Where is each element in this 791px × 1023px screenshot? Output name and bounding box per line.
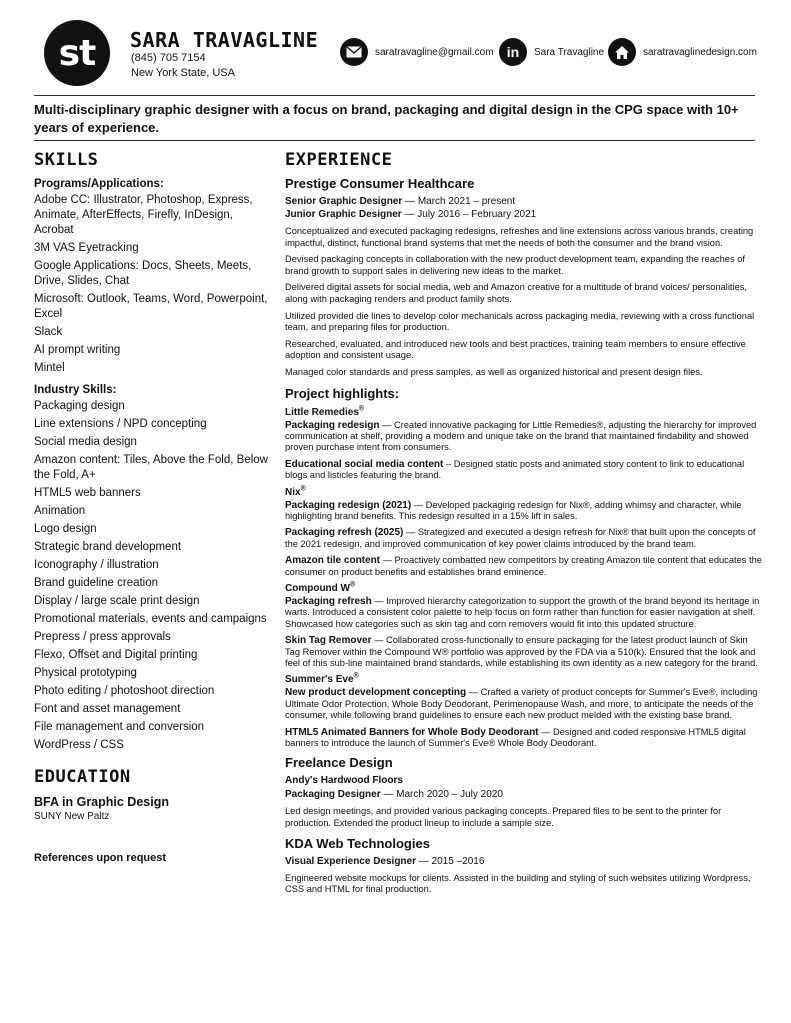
programs-list	[34, 193, 274, 376]
project-entry: Skin Tag Remover — Collaborated cross-functionally to ensure packaging for the latest product launch of Skin Tag Remover within the Compound W® portfolio was approved by the FDA via a 510(k). Ensured that the look and feel of this sub-line maintained brand standards, while establishing its own identity as a new category for the brand.	[285, 635, 758, 669]
list-item: HTML5 web banners	[34, 487, 141, 499]
client-name: Andy's Hardwood Floors	[285, 775, 403, 787]
project-entry: Packaging refresh — Improved hierarchy categorization to support the growth of the brand beyond its heritage in warts. Introduced a consistent color palette to help focus on form rather than function for easier navigation at shelf. Showcased how categories such as skin tag and corn removers would fit into this updated structure.	[285, 596, 760, 629]
role: Junior Graphic Designer — July 2016 – February 2021	[285, 209, 537, 220]
list-item: WordPress / CSS	[34, 739, 124, 751]
role: Packaging Designer — March 2020 – July 2020	[285, 789, 503, 801]
list-item: Animation	[34, 505, 86, 517]
email-contact[interactable]	[340, 38, 494, 66]
role: Senior Graphic Designer — March 2021 – present	[285, 196, 516, 207]
project-entry: Packaging redesign (2021) — Developed packaging redesign for Nix®, adding whimsy and character, while highlighting brand benefits. This redesign resulted in a 15% lift in sales.	[285, 499, 742, 521]
list-item: Iconography / illustration	[34, 559, 159, 571]
school: SUNY New Paltz	[34, 811, 110, 822]
description: Conceptualized and executed packaging redesigns, refreshes and line extensions across various brands, creating impactful, distinct, functional brand systems that met the needs of both the consumer and the brand vision.	[285, 226, 754, 248]
company-name: Prestige Consumer Healthcare	[285, 176, 475, 191]
description: Researched, evaluated, and introduced new tools and best practices, training team members to ensure effective adoption and consistent usage.	[285, 338, 746, 361]
industry-title: Industry Skills:	[34, 384, 117, 396]
list-item: File management and conversion	[34, 721, 205, 733]
description: Delivered digital assets for social media, web and Amazon creative for a multitude of brand voices/ personalities, along with packaging renders and product family shots.	[285, 282, 747, 304]
list-item: Font and asset management	[34, 703, 181, 715]
industry-list	[34, 399, 274, 753]
role: Visual Experience Designer — 2015 –2016	[285, 855, 485, 867]
education-title: EDUCATION	[34, 767, 131, 787]
list-item: Photo editing / photoshoot direction	[34, 685, 215, 697]
description: Managed color standards and press samples, as well as organized historical and present design files.	[285, 366, 703, 377]
list-item: Line extensions / NPD concepting	[34, 418, 207, 430]
list-item: Microsoft: Outlook, Teams, Word, Powerpoint, Excel	[34, 293, 268, 320]
linkedin-text: Sara Travagline	[534, 46, 605, 58]
website-text: saratravaglinedesign.com	[643, 46, 757, 58]
references-note: References upon request	[34, 852, 167, 864]
description: Led design meetings, and provided various packaging concepts. Prepared files to be sent to the printer for production. Extended the product lineup to include a sample size.	[285, 806, 722, 829]
right-column	[285, 150, 765, 896]
list-item: Promotional materials, events and campaigns	[34, 613, 267, 625]
email-text: saratravagline@gmail.com	[375, 46, 494, 58]
list-item: Brand guideline creation	[34, 577, 159, 589]
list-item: Mintel	[34, 362, 65, 374]
home-icon	[608, 38, 636, 66]
list-item: Slack	[34, 326, 63, 338]
description: Utilized provided die lines to develop color mechanicals across packaging media, reviewing with a cross functional team, and preparing files for production.	[285, 310, 755, 333]
degree: BFA in Graphic Design	[34, 795, 169, 809]
list-item: Social media design	[34, 436, 137, 448]
project-entry: Packaging refresh (2025) — Strategized and executed a design refresh for Nix® that built upon the concepts of the 2021 redesign, and improved communication of key power claims introduced by the brand team.	[285, 527, 756, 549]
name: SARA TRAVAGLINE	[130, 28, 319, 52]
company-name: Freelance Design	[285, 755, 393, 771]
brand-name: Compound W®	[285, 581, 356, 594]
website-contact[interactable]	[608, 38, 757, 66]
project-entry: HTML5 Animated Banners for Whole Body Deodorant — Designed and coded responsive HTML5 digital banners to introduce the launch of Summer's Eve® Whole Body Deodorant.	[285, 726, 746, 749]
brand-name: Little Remedies®	[285, 405, 365, 418]
project-entry: Packaging redesign — Created innovative packaging for Little Remedies®, adjusting the hierarchy for improved communication at shelf, providing a modern and unique take on the brand that maintained findability and showed proven purchase intent from consumers.	[285, 419, 757, 453]
list-item: Amazon content: Tiles, Above the Fold, Below the Fold, A+	[34, 454, 268, 481]
list-item: 3M VAS Eyetracking	[34, 242, 139, 254]
summary: Multi-disciplinary graphic designer with a focus on brand, packaging and digital design in the CPG space with 10+ years of experience.	[34, 102, 739, 135]
description: Engineered website mockups for clients. Assisted in the building and styling of such websites utilizing Wordpress, CSS and HTML for final production.	[285, 872, 751, 895]
list-item: AI prompt writing	[34, 344, 121, 356]
list-item: Prepress / press approvals	[34, 631, 171, 643]
brand-name: Summer's Eve®	[285, 673, 359, 686]
highlights-title: Project highlights:	[285, 385, 400, 401]
description: Devised packaging concepts in collaboration with the new product development team, expanding the reaches of brand growth to support sales in delivering new ideas to the market.	[285, 254, 745, 276]
brand-name: Nix®	[285, 485, 306, 498]
project-entry: Amazon tile content — Proactively combatted new competitors by creating Amazon tile content that educates the consumer on product benefits and establishes brand eminence.	[285, 555, 762, 577]
project-entry: New product development concepting — Crafted a variety of product concepts for Summer's Eve®, including Ultimate Odor Protection, Whole Body Deodorant, Perimenopause Wash, and more, to anticipate the needs of the consumer, while following brand guidelines to ensure each new product melded with the existing base brand.	[285, 687, 758, 721]
list-item: Logo design	[34, 523, 97, 535]
divider	[34, 140, 755, 141]
list-item: Packaging design	[34, 400, 125, 412]
logo: st	[44, 20, 110, 86]
location: New York State, USA	[131, 67, 235, 79]
company-name: KDA Web Technologies	[285, 835, 430, 851]
programs-title: Programs/Applications:	[34, 178, 164, 190]
divider	[34, 95, 755, 96]
list-item: Physical prototyping	[34, 667, 137, 679]
list-item: Display / large scale print design	[34, 595, 200, 607]
left-column	[34, 150, 274, 864]
experience-title: EXPERIENCE	[285, 150, 393, 170]
linkedin-contact[interactable]	[499, 38, 604, 66]
phone: (845) 705 7154	[131, 52, 206, 64]
list-item: Google Applications: Docs, Sheets, Meets, Drive, Slides, Chat	[34, 260, 252, 287]
envelope-icon	[340, 38, 368, 66]
list-item: Adobe CC: Illustrator, Photoshop, Express, Animate, AfterEffects, Firefly, InDesign, Acrobat	[34, 194, 253, 236]
linkedin-icon: in	[499, 38, 527, 66]
skills-title: SKILLS	[34, 150, 99, 170]
list-item: Flexo, Offset and Digital printing	[34, 649, 198, 661]
list-item: Strategic brand development	[34, 541, 182, 553]
project-entry: Educational social media content – Designed static posts and animated story content to link to educational blogs and listicles featuring the brand.	[285, 458, 745, 481]
